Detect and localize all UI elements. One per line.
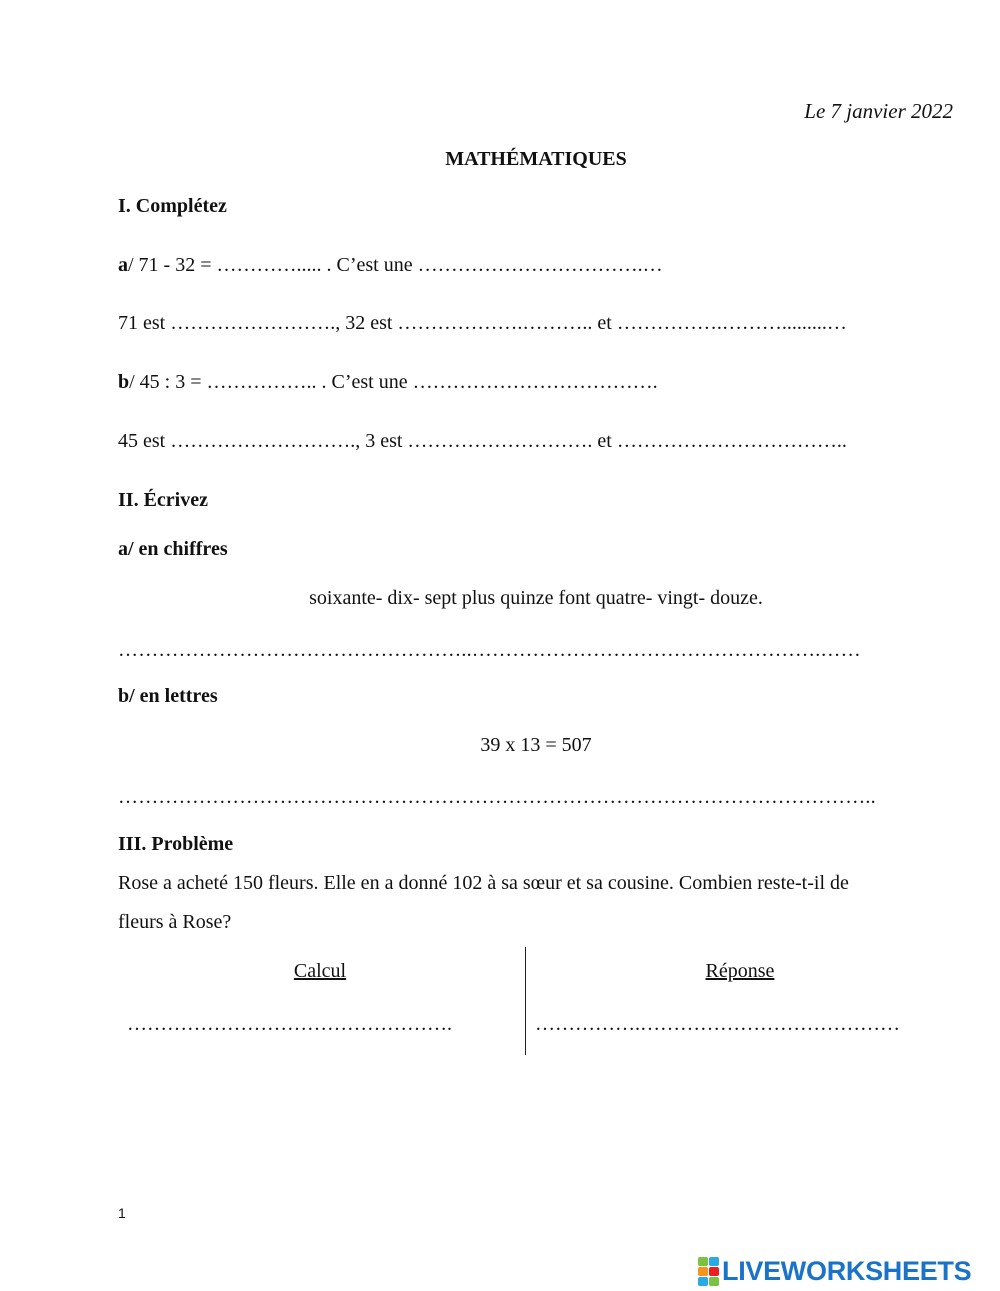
problem-text-line-2: fleurs à Rose? <box>118 911 232 933</box>
liveworksheets-logo <box>698 1257 971 1285</box>
page-number: 1 <box>118 1205 126 1221</box>
subsection-a-heading: a/ en chiffres <box>118 538 228 560</box>
section-1-heading: I. Complétez <box>118 195 227 217</box>
exercise-a-label: a <box>118 254 128 276</box>
calcul-answer-line: …………………………………………. <box>127 1013 452 1035</box>
exercise-b-line-2: 45 est ………………………., 3 est ………………………. et …………………………….. <box>118 430 847 452</box>
exercise-b-label: b <box>118 371 130 393</box>
section-2-heading: II. Écrivez <box>118 489 208 511</box>
sentence-in-words: soixante- dix- sept plus quinze font quatre- vingt- douze. <box>309 587 763 609</box>
document-date: Le 7 janvier 2022 <box>804 99 953 123</box>
section-3-heading: III. Problème <box>118 833 234 855</box>
exercise-a-text: / 71 - 32 = …………..... . C’est une …………………………….… <box>128 254 663 276</box>
problem-text-line-1: Rose a acheté 150 fleurs. Elle en a donné 102 à sa sœur et sa cousine. Combien reste-t-il de <box>118 872 849 894</box>
exercise-a-line-1 <box>118 255 663 275</box>
answer-line-digits: ……………………………………………..…………………………………………….…… <box>118 639 861 661</box>
reponse-answer-line: …………….………………………………… <box>535 1013 900 1035</box>
subsection-b-heading: b/ en lettres <box>118 685 218 707</box>
exercise-a-line-2: 71 est ……………………., 32 est ……………….……….. et …………….……….........… <box>118 312 847 334</box>
answer-line-letters: ………………………………………………………………………………………………….. <box>118 786 876 808</box>
document-title: MATHÉMATIQUES <box>445 148 627 170</box>
calcul-heading: Calcul <box>293 960 347 982</box>
column-divider <box>525 947 526 1055</box>
exercise-b-text: / 45 : 3 = …………….. . C’est une ………………………………. <box>129 371 658 393</box>
equation-in-digits: 39 x 13 = 507 <box>480 734 592 756</box>
exercise-b-line-1 <box>118 372 658 392</box>
liveworksheets-wordmark: LIVEWORKSHEETS <box>722 1255 972 1286</box>
liveworksheets-logo-icon <box>698 1257 719 1286</box>
reponse-heading: Réponse <box>705 960 775 982</box>
